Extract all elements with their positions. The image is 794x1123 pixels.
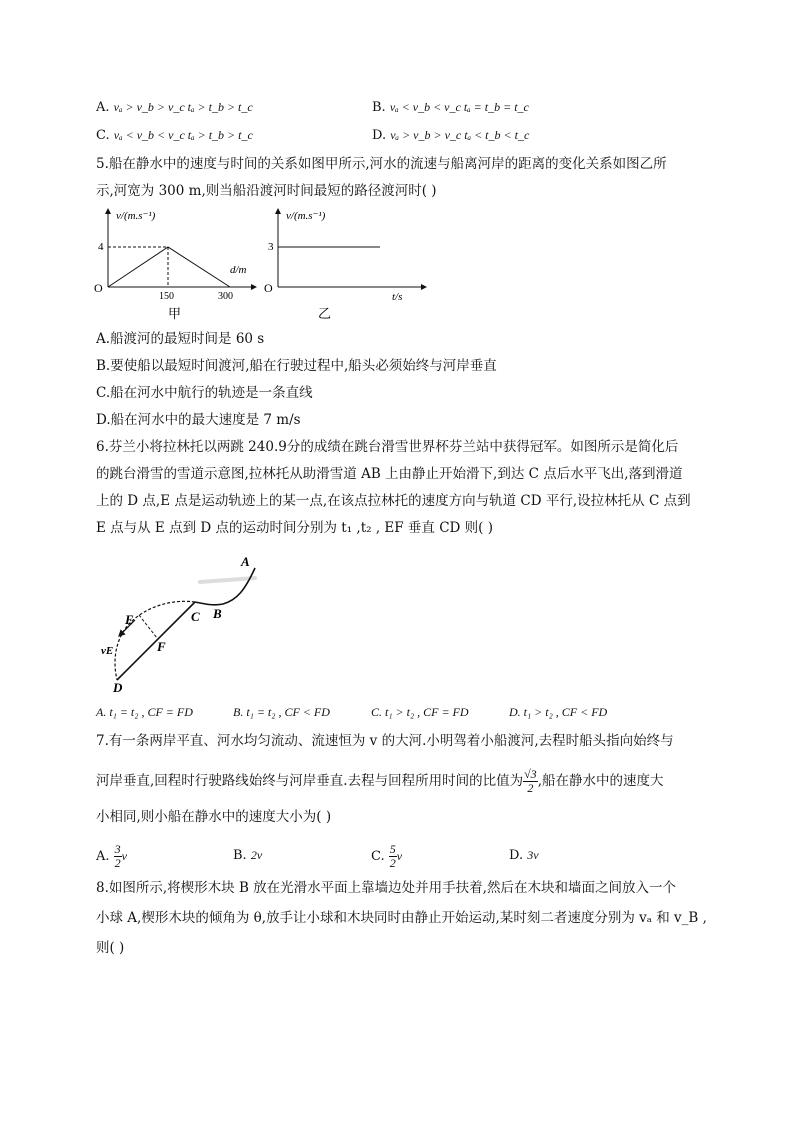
- q6-option-c[interactable]: C. t₁ > t₂ , CF = FD: [371, 705, 469, 719]
- q7-stem-line-1: 7.有一条两岸平直、河水均匀流动、流速恒为 v 的大河.小明驾着小船渡河,去程时船头指向始终与: [96, 733, 674, 749]
- q5-option-a[interactable]: A.船渡河的最短时间是 60 s: [96, 331, 265, 347]
- q6-stem-line-3: 上的 D 点,E 点是运动轨迹上的某一点,在该点拉林托的速度方向与轨道 CD 平行,设拉林托从 C 点到: [96, 493, 691, 509]
- q6-stem-line-4: E 点与从 E 点到 D 点的运动时间分别为 t₁ ,t₂ , EF 垂直 CD 则( ): [96, 520, 493, 536]
- q6-ski-jump-figure: [95, 550, 270, 695]
- figure-b: [264, 209, 426, 321]
- q4-option-a-text: vₐ > v_b > v_c tₐ > t_b > t_c: [113, 100, 253, 114]
- point-b-label: B: [213, 606, 222, 621]
- q6-stem-line-2: 的跳台滑雪的雪道示意图,拉林托从助滑雪道 AB 上由静止开始滑下,到达 C 点后水平飞出,落到滑道: [96, 466, 683, 482]
- fig-a-xtick-150: 150: [159, 291, 174, 302]
- q7-option-c[interactable]: C. $\frac{5}{2}$ v: [371, 842, 403, 870]
- fig-b-ylabel: v/(m.s⁻¹): [286, 210, 326, 222]
- q5-stem-line-2: 示,河宽为 300 m,则当船沿渡河时间最短的路径渡河时( ): [96, 183, 437, 199]
- q7-ratio-fraction: $\frac{√3}{2}$: [524, 767, 537, 795]
- q6-option-d[interactable]: D. t₁ > t₂ , CF < FD: [509, 705, 608, 719]
- q4-option-d-text: vₐ > v_b > v_c tₐ < t_b < t_c: [390, 128, 530, 142]
- fig-b-ytick: 3: [268, 241, 274, 253]
- q4-option-a[interactable]: A. vₐ > v_b > v_c tₐ > t_b > t_c: [96, 100, 253, 115]
- velocity-e-label: vE: [101, 645, 114, 657]
- q7-option-b[interactable]: B. 2v: [233, 848, 263, 863]
- q8-stem-line-2: 小球 A,楔形木块的倾角为 θ,放手让小球和木块同时由静止开始运动,某时刻二者速度分别为 vₐ 和 v_B ,: [96, 910, 707, 926]
- fig-a-origin: O: [94, 281, 103, 295]
- fig-a-ylabel: v/(m.s⁻¹): [116, 210, 156, 222]
- q5-option-c[interactable]: C.船在河水中航行的轨迹是一条直线: [96, 385, 313, 401]
- q5-option-d[interactable]: D.船在河水中的最大速度是 7 m/s: [96, 412, 301, 428]
- q4-option-d[interactable]: D. vₐ > v_b > v_c tₐ < t_b < t_c: [372, 128, 530, 143]
- point-d-label: D: [113, 680, 123, 695]
- point-f-label: F: [157, 639, 166, 654]
- q7-stem-line-2: 河岸垂直,回程时行驶路线始终与河岸垂直.去程与回程所用时间的比值为 $\frac{√3}{2}$ ,船在静水中的速度大: [96, 767, 664, 795]
- q6-option-a[interactable]: A. t₁ = t₂ , CF = FD: [96, 705, 193, 719]
- point-a-label: A: [241, 554, 250, 569]
- q5-figures: [90, 205, 440, 325]
- q7-option-d[interactable]: D. 3v: [509, 848, 539, 863]
- fig-b-origin: O: [264, 281, 273, 295]
- q5-stem-line-1: 5.船在静水中的速度与时间的关系如图甲所示,河水的流速与船离河岸的距离的变化关系如图乙所: [96, 156, 667, 172]
- point-e-label: E: [125, 612, 134, 627]
- figure-a: [94, 209, 256, 321]
- fig-a-ytick: 4: [98, 241, 104, 253]
- point-c-label: C: [191, 609, 200, 624]
- q4-option-b[interactable]: B. vₐ < v_b < v_c tₐ = t_b = t_c: [372, 100, 529, 115]
- q6-option-b[interactable]: B. t₁ = t₂ , CF < FD: [233, 705, 330, 719]
- fig-a-caption: 甲: [168, 306, 182, 321]
- q5-option-b[interactable]: B.要使船以最短时间渡河,船在行驶过程中,船头必须始终与河岸垂直: [96, 358, 497, 374]
- q7-option-a[interactable]: A. $\frac{3}{2}$ v: [96, 842, 127, 870]
- q4-option-c[interactable]: C. vₐ < v_b < v_c tₐ > t_b > t_c: [96, 128, 253, 143]
- q8-stem-line-3: 则( ): [96, 940, 125, 956]
- q7-stem-line-3: 小相同,则小船在静水中的速度大小为( ): [96, 809, 332, 825]
- q6-stem-line-1: 6.芬兰小将拉林托以两跳 240.9分的成绩在跳台滑雪世界杯芬兰站中获得冠军。如图所示是简化后: [96, 439, 679, 455]
- fig-b-xlabel: t/s: [392, 291, 403, 303]
- q4-option-b-text: vₐ < v_b < v_c tₐ = t_b = t_c: [389, 100, 529, 114]
- fig-b-caption: 乙: [318, 306, 332, 321]
- q8-stem-line-1: 8.如图所示,将楔形木块 B 放在光滑水平面上靠墙边处并用手扶着,然后在木块和墙面之间放入一个: [96, 880, 676, 896]
- fig-a-xtick-300: 300: [218, 291, 233, 302]
- fig-a-xlabel: d/m: [230, 264, 247, 276]
- q4-option-c-text: vₐ < v_b < v_c tₐ > t_b > t_c: [113, 128, 253, 142]
